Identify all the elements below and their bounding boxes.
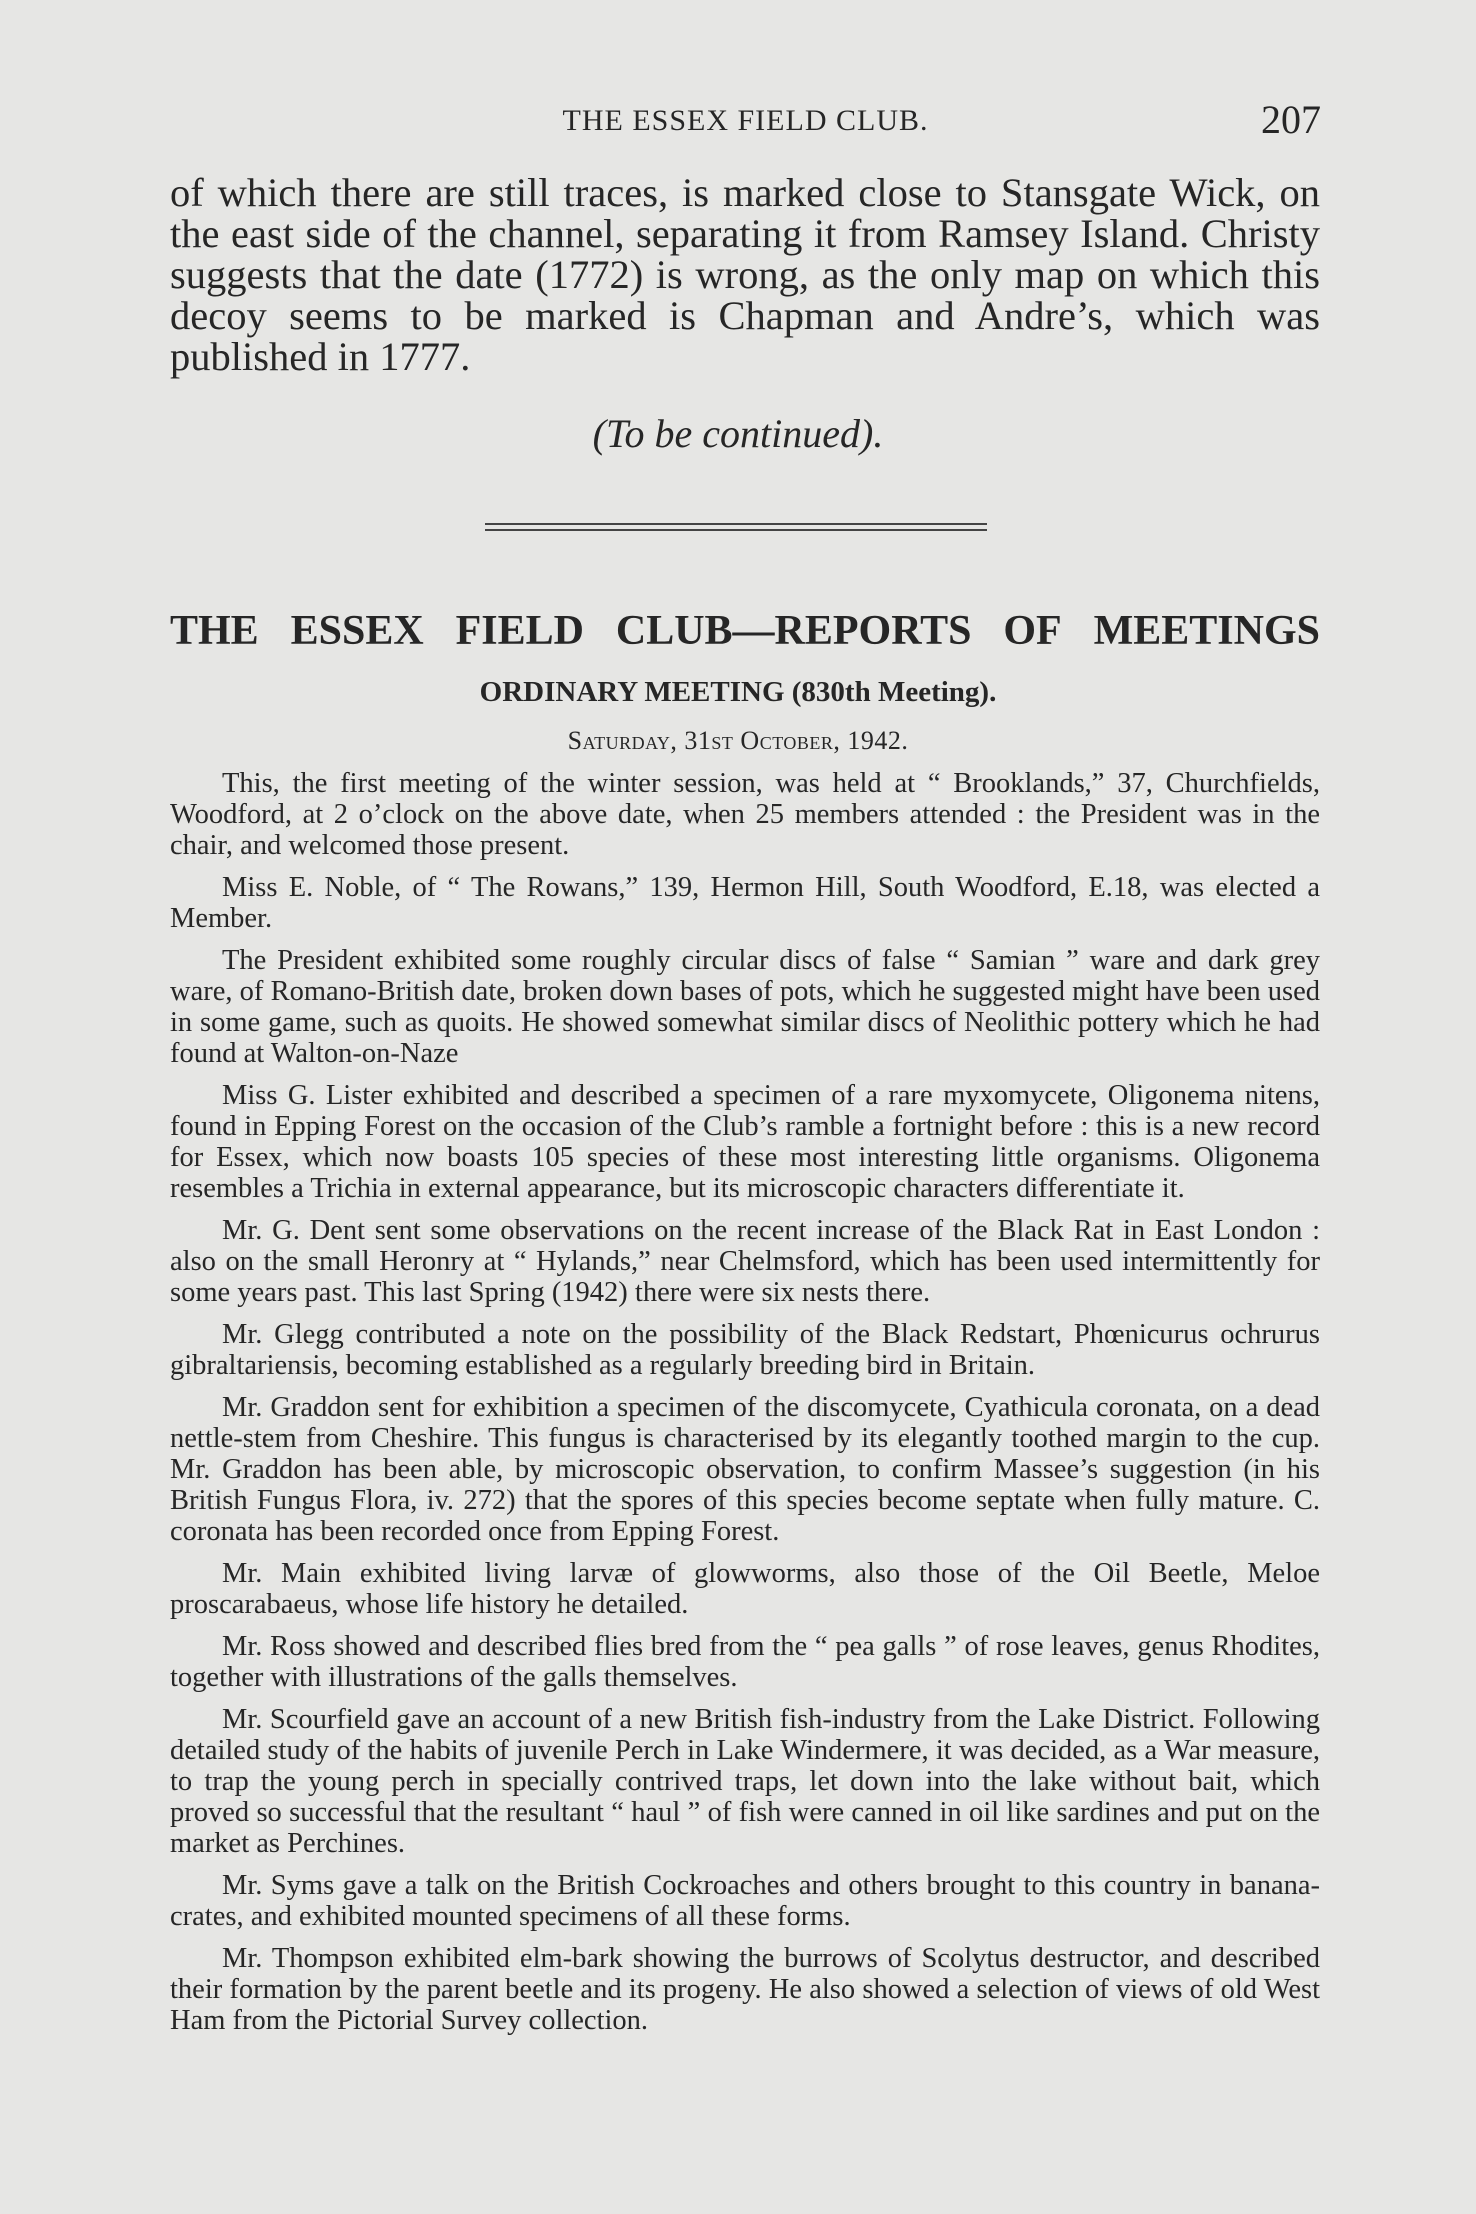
report-paragraph: Mr. Glegg contributed a note on the possibility of the Black Redstart, Phœnicurus ochrurus gibraltariensis, becoming established as a regularly breeding bird in Britain.	[170, 1319, 1320, 1381]
meeting-report	[170, 768, 1320, 2047]
article-paragraph: of which there are still traces, is marked close to Stansgate Wick, on the east side of the channel, separating it from Ramsey Island. Christy suggests that the date (1772) is wrong, as the only map on which this decoy seems to be marked is Chapman and Andre’s, which was published in 1777.	[170, 170, 1320, 379]
page-number: 207	[1261, 97, 1321, 142]
meeting-date: Saturday, 31st October, 1942.	[567, 726, 909, 755]
section-title-word: ESSEX	[290, 608, 424, 654]
section-divider	[485, 523, 987, 525]
report-paragraph: Mr. Ross showed and described flies bred from the “ pea galls ” of rose leaves, genus Rhodites, together with illustrations of the galls themselves.	[170, 1631, 1320, 1693]
continued-article-text	[170, 172, 1320, 377]
to-be-continued-note: (To be continued).	[592, 411, 884, 456]
report-paragraph: This, the first meeting of the winter session, was held at “ Brooklands,” 37, Churchfields, Woodford, at 2 o’clock on the above date, when 25 members attended : the President was in the chair, and welcomed those present.	[170, 768, 1320, 861]
report-paragraph: Mr. Graddon sent for exhibition a specimen of the discomycete, Cyathicula coronata, on a dead nettle-stem from Cheshire. This fungus is characterised by its elegantly toothed margin to the cup. Mr. Graddon has been able, by microscopic observation, to confirm Massee’s suggestion (in his British Fungus Flora, iv. 272) that the spores of this species become septate when fully mature. C. coronata has been recorded once from Epping Forest.	[170, 1392, 1320, 1547]
section-title-word: OF	[1003, 608, 1062, 654]
running-head	[170, 96, 1321, 146]
report-paragraph: The President exhibited some roughly circular discs of false “ Samian ” ware and dark grey ware, of Romano-British date, broken down bases of pots, which he suggested might have been used in some game, such as quoits. He showed somewhat similar discs of Neolithic pottery which he had found at Walton-on-Naze	[170, 945, 1320, 1069]
report-paragraph: Mr. Scourfield gave an account of a new British fish-industry from the Lake District. Following detailed study of the habits of juvenile Perch in Lake Windermere, it was decided, as a War measure, to trap the young perch in specially contrived traps, let down into the lake without bait, which proved so successful that the resultant “ haul ” of fish were canned in oil like sardines and put on the market as Perchines.	[170, 1704, 1320, 1859]
report-paragraph: Miss G. Lister exhibited and described a specimen of a rare myxomycete, Oligonema nitens, found in Epping Forest on the occasion of the Club’s ramble a fortnight before : this is a new record for Essex, which now boasts 105 species of these most interesting little organisms. Oligonema resembles a Trichia in external appearance, but its microscopic characters differentiate it.	[170, 1080, 1320, 1204]
report-paragraph: Mr. Main exhibited living larvæ of glowworms, also those of the Oil Beetle, Meloe proscarabaeus, whose life history he detailed.	[170, 1558, 1320, 1620]
running-title: THE ESSEX FIELD CLUB.	[562, 104, 929, 137]
section-title-word: MEETINGS	[1093, 608, 1320, 654]
section-title-word: FIELD	[455, 608, 584, 654]
report-paragraph: Mr. Thompson exhibited elm-bark showing the burrows of Scolytus destructor, and described their formation by the parent beetle and its progeny. He also showed a selection of views of old West Ham from the Pictorial Survey collection.	[170, 1943, 1320, 2036]
report-paragraph: Miss E. Noble, of “ The Rowans,” 139, Hermon Hill, South Woodford, E.18, was elected a Member.	[170, 872, 1320, 934]
section-divider	[485, 529, 987, 531]
meeting-title: ORDINARY MEETING (830th Meeting).	[479, 676, 997, 708]
section-title	[170, 605, 1320, 657]
section-title-word: THE	[170, 608, 259, 654]
section-title-word: CLUB—REPORTS	[615, 608, 972, 654]
report-paragraph: Mr. G. Dent sent some observations on the recent increase of the Black Rat in East London : also on the small Heronry at “ Hylands,” near Chelmsford, which has been used intermittently for some years past. This last Spring (1942) there were six nests there.	[170, 1215, 1320, 1308]
report-paragraph: Mr. Syms gave a talk on the British Cockroaches and others brought to this country in banana-crates, and exhibited mounted specimens of all these forms.	[170, 1870, 1320, 1932]
